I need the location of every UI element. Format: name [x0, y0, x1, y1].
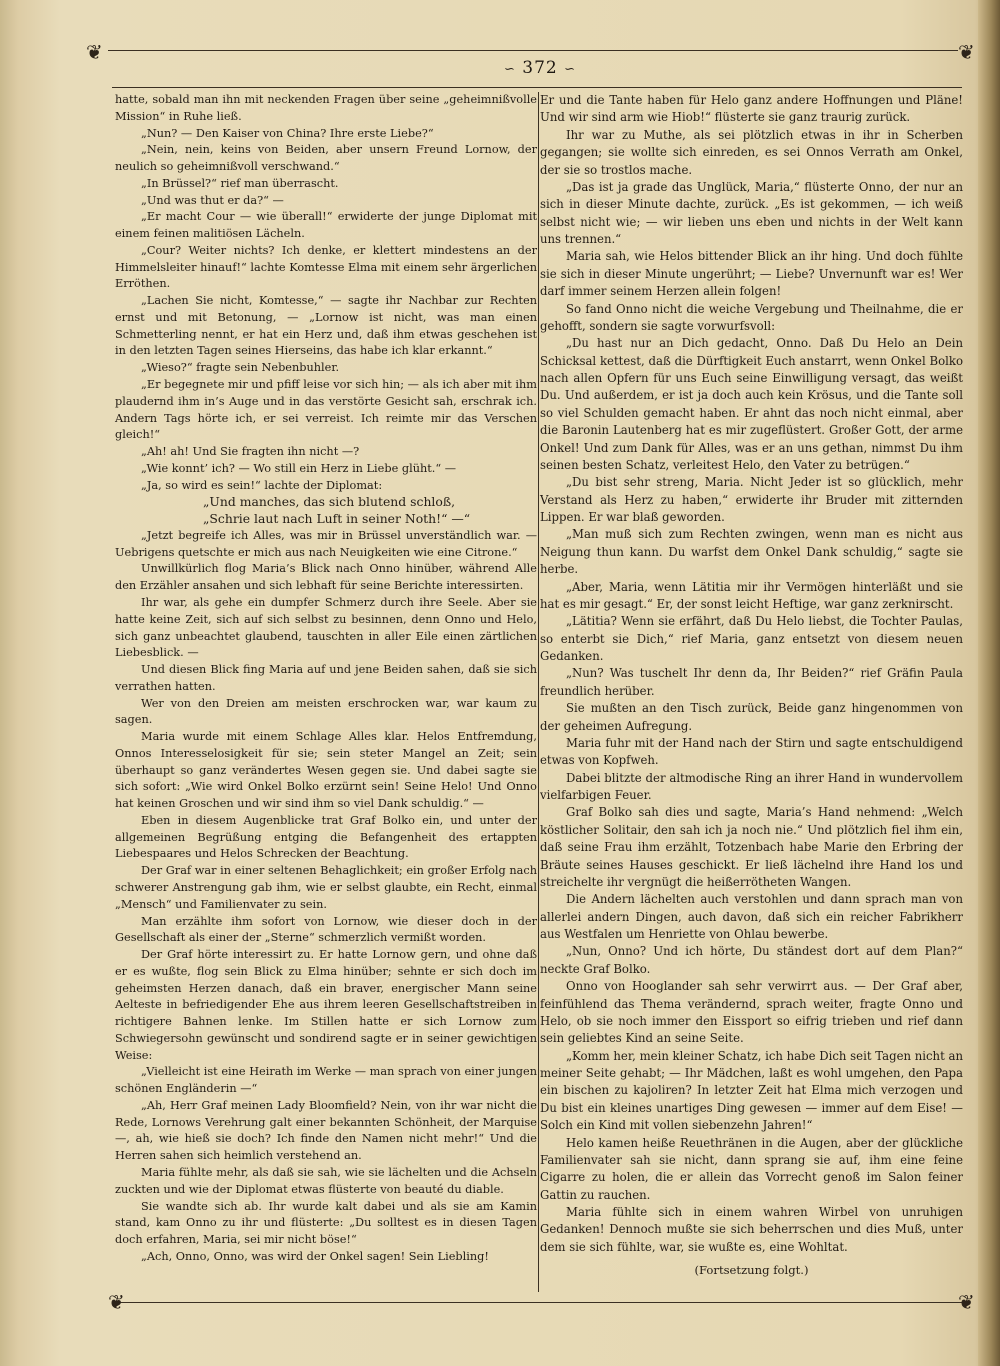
paragraph: „Und manches, das sich blutend schloß, [203, 494, 456, 510]
paragraph: „Du bist sehr streng, Maria. Nicht Jeder ist so glücklich, mehr Verstand als Herz zu haben,“ erwiderte ihr Bruder mit zitternden Lippen. Er war blaß geworden. [540, 475, 963, 524]
paragraph: „Man muß sich zum Rechten zwingen, wenn man es nicht aus Neigung thun kann. Du warfst dem Onkel Dank schuldig,“ sagte sie herbe. [540, 527, 963, 577]
page-header [460, 58, 620, 82]
paragraph: Helo kamen heiße Reuethränen in die Augen, aber der glückliche Familienvater sah sie nicht, dann sprang sie auf, ihm eine feine Cigarre zu holen, die er allein das Vorrecht genoß im Salon feiner Gattin zu rauchen. [540, 1135, 963, 1202]
paragraph: So fand Onno nicht die weiche Vergebung und Theilnahme, die er gehofft, sondern sie sagte vorwurfsvoll: [540, 301, 963, 333]
page-number: 372 [522, 58, 558, 78]
paragraph: „Jetzt begreife ich Alles, was mir in Brüssel unverständlich war. — Uebrigens quetschte er mich aus nach Neuigkeiten wie eine Citrone.“ [115, 528, 537, 559]
paragraph: „Er begegnete mir und pfiff leise vor sich hin; — als ich aber mit ihm plaudernd ihm in’s Auge und in das verstörte Gesicht sah, erschrak ich. Andern Tags hörte ich, er sei verreist. Ich reimte mir das Verschen gleich!“ [115, 378, 537, 442]
column-divider [538, 92, 539, 1292]
paragraph: Sie mußten an den Tisch zurück, Beide ganz hingenommen von der geheimen Aufregung. [540, 701, 963, 733]
paragraph: „Nun? — Den Kaiser von China? Ihre erste Liebe?“ [141, 126, 434, 140]
paragraph: Ihr war zu Muthe, als sei plötzlich etwas in ihr in Scherben gegangen; sie wollte sich einreden, es sei Onnos Verrath am Onkel, der sie so trostlos mache. [540, 127, 963, 177]
paragraph: Onno von Hooglander sah sehr verwirrt aus. — Der Graf aber, feinfühlend das Thema verändernd, sprach weiter, fragte Onno und Helo, ob sie noch immer den Eissport so eifrig trieben und rief dann sein geliebtes Kind an seine Seite. [540, 979, 963, 1046]
paragraph: „Aber, Maria, wenn Lätitia mir ihr Vermögen hinterläßt und sie hat es mir gesagt.“ Er, der sonst leicht Heftige, war ganz zerknirscht. [540, 579, 963, 611]
paragraph: „Ach, Onno, Onno, was wird der Onkel sagen! Sein Liebling! [141, 1249, 489, 1263]
paragraph: Maria fühlte mehr, als daß sie sah, wie sie lächelten und die Achseln zuckten und wie der Diplomat etwas flüsterte von beauté du diable. [115, 1166, 537, 1196]
paragraph: „Wieso?“ fragte sein Nebenbuhler. [141, 361, 340, 375]
paragraph: Der Graf hörte interessirt zu. Er hatte Lornow gern, und ohne daß er es wußte, flog sein Blick zu Elma hinüber; sehnte er sich doch im geheimsten Herzen danach, daß ein braver, energischer Mann seine Aelteste in befriedigender Ehe aus ihrem leeren Gesellschaftstreiben in richtigere Bahnen lenke. Im Stillen hatte er sich Lornow zum Schwiegersohn gewünscht und sondirend sagte er in seiner gewichtigen Weise: [115, 948, 537, 1062]
paragraph: „Schrie laut nach Luft in seiner Noth!“ —“ [203, 511, 471, 527]
paragraph: „Du hast nur an Dich gedacht, Onno. Daß Du Helo an Dein Schicksal kettest, daß die Dürftigkeit Euch anstarrt, wenn Onkel Bolko nach allen Opfern für uns Euch seine Einwilligung versagt, das weißt Du. Und außerdem, er ist ja doch auch kein Krösus, und die Tante soll so viel Schulden gemacht haben. Er ahnt das noch nicht einmal, aber die Baronin Lautenberg hat es mir zugeflüstert. Großer Gott, der arme Onkel! Und zum Dank für Alles, was er an uns gethan, nimmst Du ihm seinen besten Schatz, verleitest Helo, den Vater zu betrügen.“ [540, 336, 963, 472]
paragraph: „Komm her, mein kleiner Schatz, ich habe Dich seit Tagen nicht an meiner Seite gehabt; — Ihr Mädchen, laßt es wohl umgehen, den Papa ein bischen zu kajoliren? In letzter Zeit hat Elma mich verzogen und Du bist ein kleines unartiges Ding gewesen — immer auf dem Eise! — Solch ein Kind mit vollen siebenzehn Jahren!“ [540, 1048, 963, 1133]
paragraph: „Cour? Weiter nichts? Ich denke, er klettert mindestens an der Himmelsleiter hinauf!“ lachte Komtesse Elma mit einem sehr ärgerlichen Erröthen. [115, 243, 537, 291]
right-column [540, 92, 963, 1280]
paragraph: Unwillkürlich flog Maria’s Blick nach Onno hinüber, während Alle den Erzähler ansahen und sich lebhaft für seine Berichte interessirten. [115, 562, 537, 593]
paragraph: Man erzählte ihm sofort von Lornow, wie dieser doch in der Gesellschaft als einer der „Sterne“ schmerzlich vermißt worden. [115, 914, 537, 945]
paragraph: „Lätitia? Wenn sie erfährt, daß Du Helo liebst, die Tochter Paulas, so enterbt sie Dich,“ rief Maria, ganz entsetzt von diesem neuen Gedanken. [540, 614, 963, 663]
paragraph: „Das ist ja grade das Unglück, Maria,“ flüsterte Onno, der nur an sich in dieser Minute dachte, zurück. „Es ist gekommen, — ich weiß selbst nicht wie; — wir lieben uns eben und nichts in der Welt kann uns trennen.“ [540, 179, 963, 246]
paragraph: Die Andern lächelten auch verstohlen und dann sprach man von allerlei andern Dingen, auch davon, daß sich ein reicher Fabrikherr aus Westfalen um Henriette von Ohlau bewerbe. [540, 892, 963, 941]
paragraph: „Ja, so wird es sein!“ lachte der Diplomat: [141, 478, 383, 492]
paragraph: „Vielleicht ist eine Heirath im Werke — man sprach von einer jungen schönen Engländerin —“ [115, 1065, 537, 1096]
top-border-rule [108, 50, 958, 51]
paragraph: Er und die Tante haben für Helo ganz andere Hoffnungen und Pläne! Und wir sind arm wie Hiob!“ flüsterte sie ganz traurig zurück. [540, 93, 963, 125]
paragraph: „Und was thut er da?“ — [141, 193, 284, 207]
paragraph: Eben in diesem Augenblicke trat Graf Bolko ein, und unter der allgemeinen Begrüßung entging die Befangenheit des ertappten Liebespaares und Helos Schrecken der Beachtung. [115, 813, 537, 861]
paragraph: Maria wurde mit einem Schlage Alles klar. Helos Entfremdung, Onnos Interesselosigkeit für sie; sein steter Mangel an Zeit; sein überhaupt so ganz verändertes Wesen gegen sie. Und dabei sagte sie sich sofort: „Wie wird Onkel Bolko erzürnt sein! Seine Helo! Und Onno hat keinen Groschen und wir sind ihm so viel Dank schuldig.“ — [115, 730, 537, 811]
paragraph: Maria sah, wie Helos bittender Blick an ihr hing. Und doch fühlte sie sich in dieser Minute ungerührt; — Liebe? Unvernunft war es! Wer darf immer seinem Herzen allein folgen! [540, 249, 963, 299]
paragraph: hatte, sobald man ihn mit neckenden Fragen über seine „geheimnißvolle Mission“ in Ruhe ließ. [115, 93, 537, 123]
bottom-border-rule [115, 1302, 965, 1303]
paragraph: „Nun? Was tuschelt Ihr denn da, Ihr Beiden?“ rief Gräfin Paula freundlich herüber. [540, 666, 963, 698]
corner-ornament-top-left-icon: ❦ [86, 40, 103, 64]
paragraph: Ihr war, als gehe ein dumpfer Schmerz durch ihre Seele. Aber sie hatte keine Zeit, sich auf sich selbst zu besinnen, denn Onno und Helo, sich ganz unbeachtet glaubend, tauschten in aller Eile einen zärtlichen Liebesblick. — [115, 595, 537, 660]
left-column [115, 92, 537, 1266]
paragraph: Der Graf war in einer seltenen Behaglichkeit; ein großer Erfolg nach schwerer Anstrengung gab ihm, wie er selbst glaubte, ein Recht, einmal „Mensch“ und Familienvater zu sein. [115, 864, 537, 911]
book-spine [978, 0, 1000, 1366]
paragraph: „Ah, Herr Graf meinen Lady Bloomfield? Nein, von ihr war nicht die Rede, Lornows Verehrung galt einer bekannten Schönheit, der Marquise —, ah, wie hieß sie doch? Ich finde den Namen nicht mehr!“ Und die Herren sahen sich heimlich verstehend an. [115, 1098, 537, 1163]
paragraph: „Lachen Sie nicht, Komtesse,“ — sagte ihr Nachbar zur Rechten ernst und mit Betonung, — „Lornow ist nicht, was man einen Schmetterling nennt, er hat ein Herz und, daß ihm etwas geschehen ist in den letzten Tagen seines Hierseins, das habe ich klar erkannt.“ [115, 294, 537, 358]
corner-ornament-top-right-icon: ❦ [958, 40, 975, 64]
paragraph: Wer von den Dreien am meisten erschrocken war, war kaum zu sagen. [115, 696, 537, 727]
header-swash-left-icon: ∽ [503, 62, 516, 77]
paragraph: Graf Bolko sah dies und sagte, Maria’s Hand nehmend: „Welch köstlicher Solitair, den sah ich ja noch nie.“ Und plötzlich fiel ihm ein, daß seine Frau ihm erzählt, Totzenbach habe Marie den Erbring der Bräute seines Hauses geschickt. Er ließ lächelnd ihre Hand los und streichelte ihr vergnügt die heißerrötheten Wangen. [540, 805, 963, 889]
paragraph: „Nein, nein, keins von Beiden, aber unsern Freund Lornow, der neulich so geheimnißvoll verschwand.“ [115, 143, 537, 174]
paragraph: „Wie konnt’ ich? — Wo still ein Herz in Liebe glüht.“ — [141, 461, 457, 475]
continuation-note: (Fortsetzung folgt.) [694, 1263, 809, 1278]
paragraph: „Er macht Cour — wie überall!“ erwiderte der junge Diplomat mit einem feinen malitiösen Lächeln. [115, 210, 537, 241]
header-swash-right-icon: ∽ [564, 62, 577, 77]
paragraph: „Nun, Onno? Und ich hörte, Du ständest dort auf dem Plan?“ neckte Graf Bolko. [540, 944, 963, 976]
paragraph: Maria fühlte sich in einem wahren Wirbel von unruhigen Gedanken! Dennoch mußte sie sich beherrschen und dies Muß, unter dem sie sich fühlte, war, sie wußte es, eine Wohltat. [540, 1205, 963, 1254]
header-rule [112, 87, 962, 88]
paragraph: „Ah! ah! Und Sie fragten ihn nicht —? [141, 445, 360, 459]
paragraph: Dabei blitzte der altmodische Ring an ihrer Hand in wundervollem vielfarbigen Feuer. [540, 770, 963, 802]
paragraph: Und diesen Blick fing Maria auf und jene Beiden sahen, daß sie sich verrathen hatten. [115, 663, 537, 693]
paragraph: Maria fuhr mit der Hand nach der Stirn und sagte entschuldigend etwas von Kopfweh. [540, 735, 963, 768]
corner-ornament-bottom-left-icon: ❦ [108, 1290, 125, 1314]
paragraph: Sie wandte sich ab. Ihr wurde kalt dabei und als sie am Kamin stand, kam Onno zu ihr und flüsterte: „Du solltest es in diesen Tagen doch erfahren, Maria, sei mir nicht böse!“ [115, 1199, 537, 1247]
corner-ornament-bottom-right-icon: ❦ [958, 1290, 975, 1314]
paragraph: „In Brüssel?“ rief man überrascht. [141, 176, 339, 190]
